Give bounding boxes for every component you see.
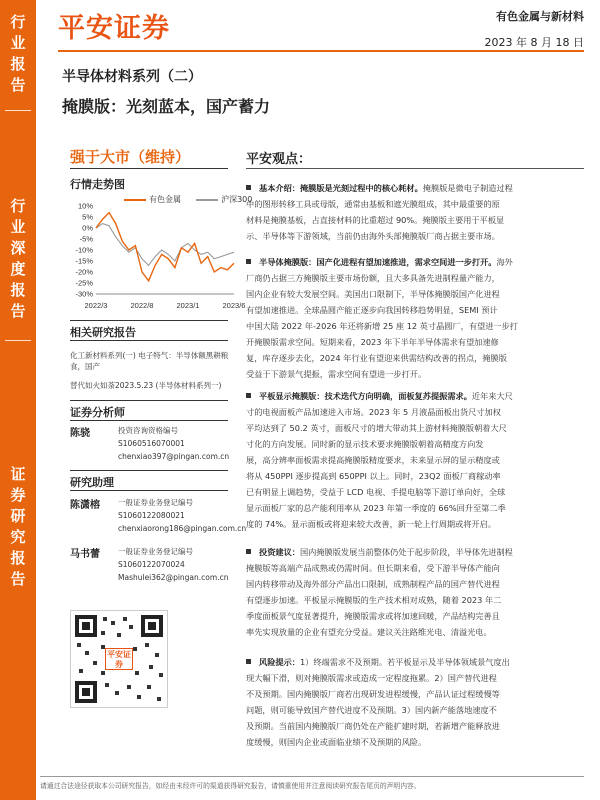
qr-logo: 平安证券 <box>107 650 131 669</box>
view-line: 国内企业有较大发展空间。美国出口限制下，半导体掩膜版国产化进程 <box>246 289 500 299</box>
view-line: 海外 <box>496 257 513 267</box>
band-char: 业 <box>10 34 26 52</box>
rule <box>70 400 228 401</box>
band-char: 券 <box>10 486 26 504</box>
legend-label-hs300: 沪深300 <box>221 195 253 204</box>
header-rule <box>58 50 584 52</box>
related-report <box>70 350 240 391</box>
x-tick-label: 2022/3 <box>84 301 108 310</box>
legend-swatch-metal <box>124 199 146 201</box>
footer-disclaimer: 请通过合法途径获取本公司研究报告，如经由未经许可的渠道获得研究报告，请慎重使用并注意阅读研究报告尾页的声明内容。 <box>40 782 421 790</box>
related-label: 相关研究报告 <box>70 326 136 339</box>
legend-label-metal: 有色金属 <box>149 195 181 204</box>
view-line: 示、半导体等下游领域，当前仍由海外头部掩膜版厂商占据主要市场。 <box>246 231 500 241</box>
view-line: 掩膜版等高端产品成熟或仍需时间。但长期来看，受下游半导体产能向 <box>246 563 500 573</box>
view-line: 掩膜版是微电子制造过程 <box>422 183 513 193</box>
y-tick-label: 5% <box>82 212 93 222</box>
band-char: 报 <box>10 549 26 567</box>
y-tick-label: -25% <box>75 278 93 288</box>
report-title: 掩膜版：光刻蓝本，国产蓄力 <box>62 97 271 116</box>
band-char: 研 <box>10 507 26 525</box>
rule <box>70 490 228 491</box>
band-label-industry-report <box>0 12 36 96</box>
view-line: 中的图形转移工具或母版，通常由基板和遮光膜组成，其中最重要的原 <box>246 199 500 209</box>
rule <box>70 470 228 471</box>
bullet-icon <box>246 549 251 554</box>
assistant-name: 陈潇榕 <box>70 500 100 511</box>
view-lead: 平板显示掩膜版：技术迭代方向明确，面板复苏提振需求。 <box>259 391 472 401</box>
band-divider <box>5 340 31 341</box>
view-line: 寸化的方向发展。同时新的显示技术要求掩膜版朝着高精度方向发 <box>246 439 484 449</box>
assistants-label: 研究助理 <box>70 476 114 489</box>
view-line: 及预期。当前国内掩膜版厂商仍处在产能扩建时期，若新增产能释放进 <box>246 721 500 731</box>
report-date: 2023 年 8 月 18 日 <box>484 36 584 49</box>
related-line: 替代如火如荼2023.5.23 (半导体材料系列一) <box>70 381 222 390</box>
header-meta <box>485 8 584 50</box>
assistant-info <box>118 496 246 535</box>
assistant-name: 马书蕾 <box>70 549 100 560</box>
view-line: 度缓慢，则国内企业或面临业绩不及预期的风险。 <box>246 737 427 747</box>
y-tick-label: -30% <box>75 289 93 299</box>
view-line: 1）终端需求不及预期。若平板显示及半导体领域景气度出 <box>299 657 510 667</box>
assistant-info-line: 一般证券业务登记编号 <box>118 498 193 507</box>
band-divider <box>5 110 31 111</box>
report-series: 半导体材料系列（二） <box>62 69 202 85</box>
assistant-info-line: 一般证券业务登记编号 <box>118 547 193 556</box>
view-line: 季度面板景气度显著提升，掩膜版需求或将加速回暖，产品结构完善且 <box>246 611 500 621</box>
view-line: 问题，则可能导致国产替代进度不及预期。3）国内新产能落地速度不 <box>246 705 497 715</box>
related-line: 化工新材料系列(一) 电子特气：半导体额黑耕粮食，国产 <box>70 351 229 371</box>
rule <box>70 340 228 341</box>
view-line: 复，库存逐步去化，2024 年行业有望迎来供需结构改善的拐点，掩膜版 <box>246 353 507 363</box>
analyst-name: 陈骁 <box>70 428 90 439</box>
side-band <box>0 0 36 800</box>
view-paragraph-intro <box>246 180 586 244</box>
rule <box>70 320 228 321</box>
view-line: 寸的电视面板产品加速进入市场。2023 年 5 月液晶面板出货尺寸加权 <box>246 407 501 417</box>
analyst-email[interactable]: chenxiao397@pingan.com.cn <box>118 452 230 461</box>
view-line: 近年来大尺 <box>471 391 513 401</box>
band-char: 报 <box>10 281 26 299</box>
band-char: 究 <box>10 528 26 546</box>
footer-rule <box>40 776 584 777</box>
view-line: 国内掩膜版发展当前整体仍处于起步阶段，半导体先进制程 <box>299 547 513 557</box>
view-line: 有望加速推进。全球晶圆产能正逐步向我国转移趋势明显，SEMI 预计 <box>246 305 498 315</box>
bullet-icon <box>246 659 251 664</box>
rule <box>70 168 228 169</box>
view-line: 度的 74%。显示面板或将迎来较大改善，新一轮上行周期或将开启。 <box>246 519 497 529</box>
bullet-icon <box>246 185 251 190</box>
y-tick-label: -5% <box>79 234 93 244</box>
view-paragraph-semiconductor <box>246 254 586 382</box>
band-label-deep-report <box>0 196 36 322</box>
industry-category: 有色金属与新材料 <box>496 10 584 23</box>
views-rule <box>246 168 584 169</box>
rating-label: 强于大市（维持） <box>70 148 191 166</box>
bullet-icon <box>246 259 251 264</box>
series-line-hs300 <box>96 224 234 266</box>
trend-chart <box>62 201 246 314</box>
assistant-info <box>118 545 228 584</box>
y-tick-label: 0% <box>82 223 93 233</box>
assistant-info-line: S1060122070024 <box>118 560 185 569</box>
view-line: 中国大陆 2022 年-2026 年还将新增 25 座 12 英寸晶圆厂，有望进一步打 <box>246 321 518 331</box>
y-tick-label: -10% <box>75 245 93 255</box>
band-char: 行 <box>10 13 26 31</box>
assistant-email[interactable]: chenxiaorong186@pingan.com.cn <box>118 524 247 533</box>
band-char: 告 <box>10 570 26 588</box>
view-lead: 投资建议： <box>259 547 300 557</box>
view-line: 显示面板厂家的总产能利用率从 2023 年第一季度的 66%回升至第二季 <box>246 503 506 513</box>
analyst-info-line: 投资咨询资格编号 <box>118 426 178 435</box>
assistant-info-line: S1060122080021 <box>118 511 185 520</box>
band-char: 业 <box>10 218 26 236</box>
series-line-metal <box>96 213 234 281</box>
analysts-label: 证券分析师 <box>70 406 125 419</box>
band-char: 深 <box>10 239 26 257</box>
assistant-email[interactable]: Mashulei362@pingan.com.cn <box>118 573 229 582</box>
band-char: 告 <box>10 302 26 320</box>
x-tick-label: 2022/8 <box>130 301 154 310</box>
band-char: 度 <box>10 260 26 278</box>
view-paragraph-risk <box>246 654 586 750</box>
view-line: 有望逐步加速。平板显示掩膜版的生产技术相对成熟，随着 2023 年二 <box>246 595 502 605</box>
band-char: 证 <box>10 465 26 483</box>
analyst-info-line: S1060516070001 <box>118 439 185 448</box>
band-char: 告 <box>10 76 26 94</box>
view-line: 厂商仍占据三方掩膜版主要市场份额，且大多具备先进制程量产能力， <box>246 273 500 283</box>
view-line: 已有明显上调趋势，受益于 LCD 电视、手提电脑等下游订单向好，全球 <box>246 487 506 497</box>
company-logo: 平安证券 <box>58 13 170 44</box>
rule <box>70 420 228 421</box>
view-line: 将从 450PPI 逐步提高到 650PPI 以上。同时，23Q2 面板厂商稼动率 <box>246 471 501 481</box>
y-tick-label: -15% <box>75 256 93 266</box>
view-line: 受益于下游景气提振，需求空间有望进一步打开。 <box>246 369 427 379</box>
view-line: 国内转移带动及海外部分产品出口限制，成熟制程产品的国产替代进程 <box>246 579 500 589</box>
analyst-info <box>118 424 229 463</box>
view-lead: 风险提示： <box>259 657 300 667</box>
qr-code[interactable] <box>70 610 168 708</box>
view-line: 率先实现放量的企业有望充分受益。建议关注路维光电、清溢光电。 <box>246 627 492 637</box>
band-char: 行 <box>10 197 26 215</box>
view-paragraph-display <box>246 388 586 532</box>
x-tick-label: 2023/1 <box>176 301 200 310</box>
legend-swatch-hs300 <box>196 199 218 201</box>
view-paragraph-investment <box>246 544 586 640</box>
bullet-icon <box>246 393 251 398</box>
band-label-securities-research <box>0 464 36 590</box>
views-title: 平安观点： <box>246 152 312 167</box>
view-line: 材料是掩膜基板，占直接材料的比重超过 90%。掩膜版主要用于平板显 <box>246 215 505 225</box>
view-lead: 基本介绍：掩膜版是光刻过程中的核心耗材。 <box>259 183 423 193</box>
view-line: 平均达到了 50.2 英寸，面板尺寸的增大带动其上游材料掩膜版朝着大尺 <box>246 423 507 433</box>
view-line: 现大幅下滑，则对掩膜版需求或造成一定程度拖累。2）国产替代进程 <box>246 673 497 683</box>
band-char: 报 <box>10 55 26 73</box>
view-line: 开掩膜版需求空间。短期来看，2023 年下半年半导体需求有望加速修 <box>246 337 499 347</box>
x-tick-label: 2023/6 <box>222 301 246 310</box>
trend-label: 行情走势图 <box>70 178 125 191</box>
view-lead: 半导体掩膜版：国产化进程有望加速推进，需求空间进一步打开。 <box>259 257 497 267</box>
view-line: 展，高分辨率面板需求提高掩膜版精度要求，未来显示屏的显示精度或 <box>246 455 500 465</box>
y-tick-label: 10% <box>77 201 93 211</box>
view-line: 不及预期。国内掩膜版厂商若出现研发进程缓慢，产品认证过程缓慢等 <box>246 689 500 699</box>
y-tick-label: -20% <box>75 267 93 277</box>
